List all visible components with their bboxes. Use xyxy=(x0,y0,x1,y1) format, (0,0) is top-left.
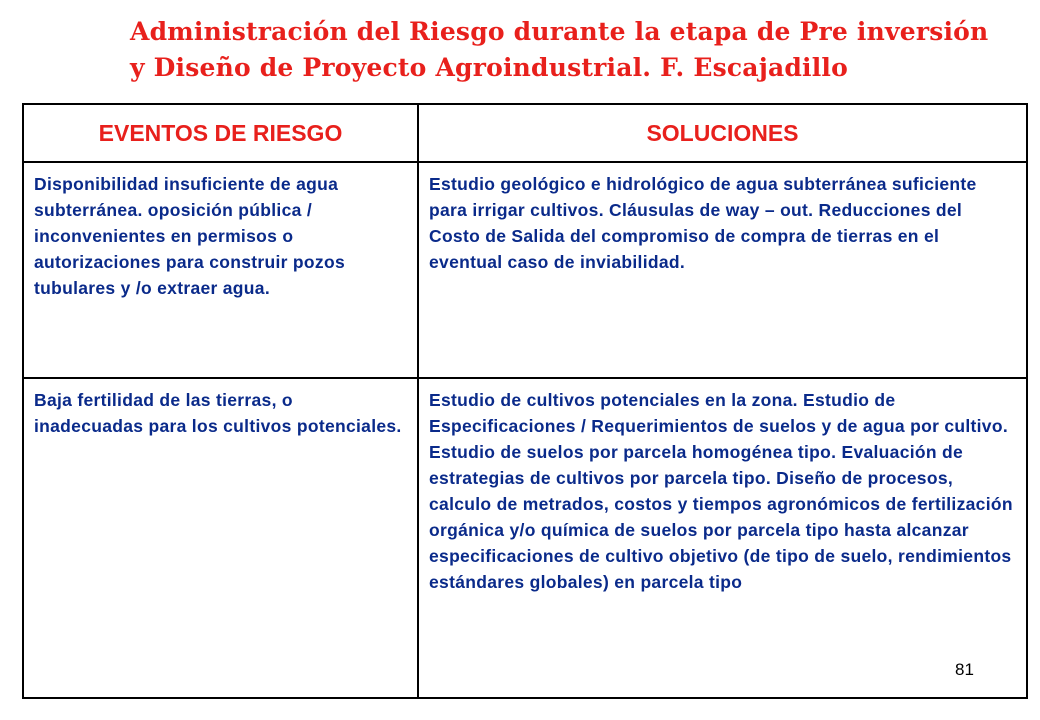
table-row xyxy=(23,162,1027,378)
table-header-row xyxy=(23,104,1027,162)
header-soluciones: SOLUCIONES xyxy=(418,104,1027,162)
solution-cell: Estudio geológico e hidrológico de agua subterránea suficiente para irrigar cultivos. Cláusulas de way – out. Reducciones del Costo de Salida del compromiso de compra de tierras en el eventual caso de inviabilidad. xyxy=(418,162,1027,378)
slide-title-line-2: y Diseño de Proyecto Agroindustrial. F. Escajadillo xyxy=(130,53,848,82)
risk-event-cell: Disponibilidad insuficiente de agua subterránea. oposición pública / inconvenientes en permisos o autorizaciones para construir pozos tubulares y /o extraer agua. xyxy=(23,162,418,378)
risk-event-cell: Baja fertilidad de las tierras, o inadecuadas para los cultivos potenciales. xyxy=(23,378,418,698)
slide-title xyxy=(130,14,1030,86)
slide-title-line-1: Administración del Riesgo durante la etapa de Pre inversión xyxy=(130,17,989,46)
header-eventos-de-riesgo: EVENTOS DE RIESGO xyxy=(23,104,418,162)
page-number: 81 xyxy=(955,660,974,679)
solution-cell: Estudio de cultivos potenciales en la zona. Estudio de Especificaciones / Requerimientos de suelos y de agua por cultivo. Estudio de suelos por parcela homogénea tipo. Evaluación de estrategias de cultivos por parcela tipo. Diseño de procesos, calculo de metrados, costos y tiempos agronómicos de fertilización orgánica y/o química de suelos por parcela tipo hasta alcanzar especificaciones de cultivo objetivo (de tipo de suelo, rendimientos estándares globales) en parcela tipo xyxy=(418,378,1027,698)
risk-table xyxy=(22,103,1028,699)
table-row xyxy=(23,378,1027,698)
